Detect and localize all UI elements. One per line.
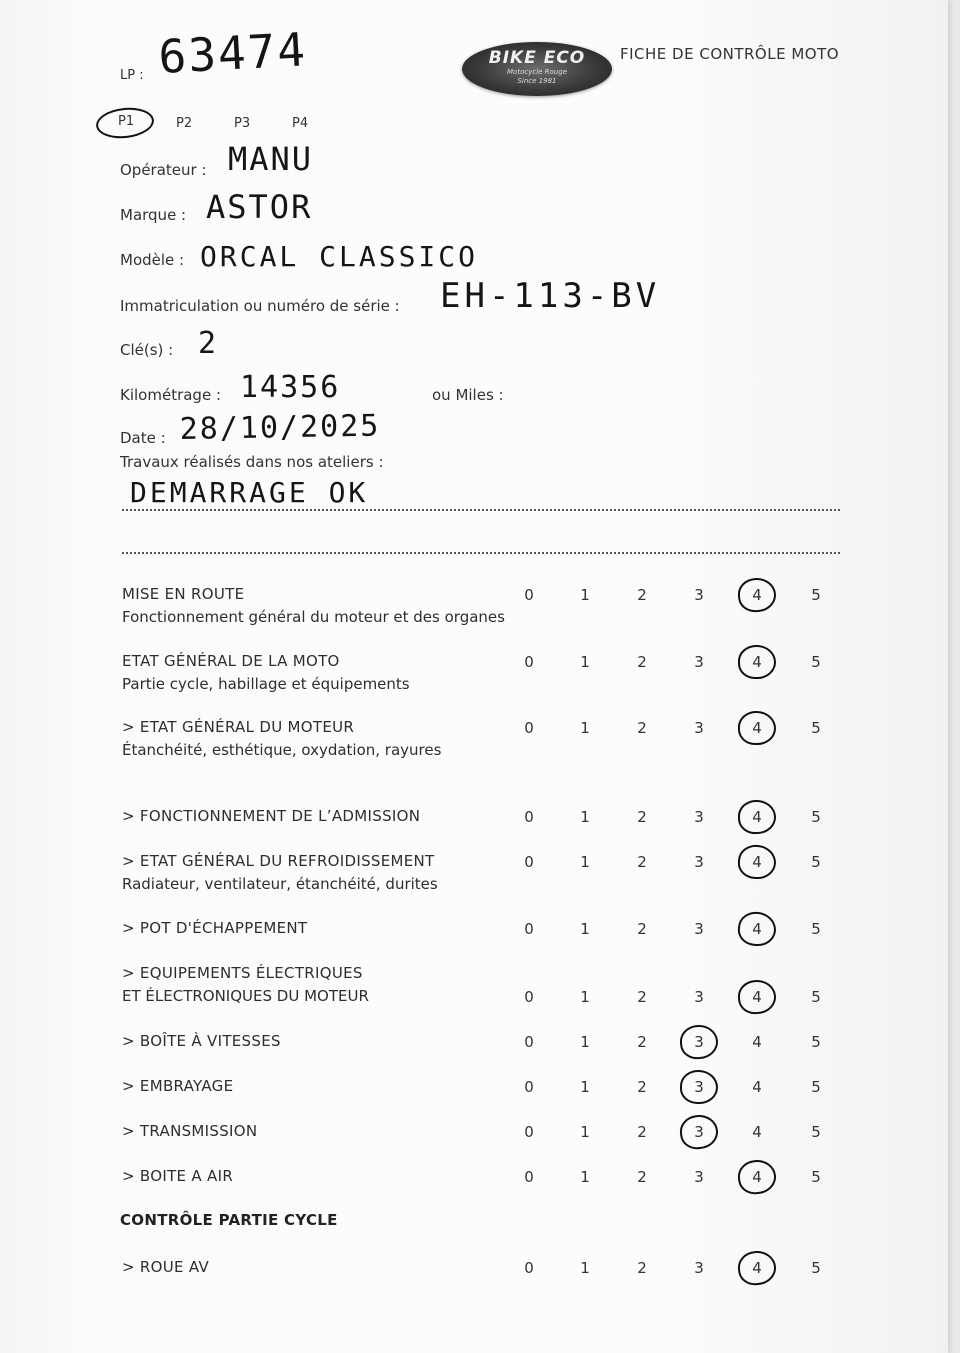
score-circle-mise-en-route — [737, 577, 777, 613]
item-title-transmission: > TRANSMISSION — [122, 1122, 258, 1140]
item-desc-equipements-electriques: ET ÉLECTRONIQUES DU MOTEUR — [122, 987, 369, 1005]
score-equipements-electriques-1[interactable]: 1 — [580, 988, 590, 1006]
score-transmission-4[interactable]: 4 — [752, 1123, 762, 1141]
score-embrayage-3[interactable]: 3 — [694, 1078, 704, 1096]
score-boite-a-air-3[interactable]: 3 — [694, 1168, 704, 1186]
score-transmission-5[interactable]: 5 — [811, 1123, 821, 1141]
item-title-roue-av: > ROUE AV — [122, 1258, 210, 1276]
score-refroidissement-3[interactable]: 3 — [694, 853, 704, 871]
model-value[interactable]: ORCAL CLASSICO — [200, 240, 479, 273]
score-mise-en-route-4[interactable]: 4 — [752, 586, 762, 604]
score-etat-general-moteur-3[interactable]: 3 — [694, 719, 704, 737]
works-value[interactable]: DEMARRAGE OK — [130, 476, 369, 509]
item-title-pot-echappement: > POT D'ÉCHAPPEMENT — [122, 919, 308, 937]
item-desc-etat-general-moto: Partie cycle, habillage et équipements — [122, 675, 410, 693]
miles-label: ou Miles : — [432, 386, 504, 404]
score-etat-general-moto-0[interactable]: 0 — [524, 653, 534, 671]
score-circle-equipements-electriques — [737, 979, 777, 1016]
score-pot-echappement-4[interactable]: 4 — [752, 920, 762, 938]
score-mise-en-route-5[interactable]: 5 — [811, 586, 821, 604]
score-etat-general-moto-4[interactable]: 4 — [752, 653, 762, 671]
mileage-label: Kilométrage : — [120, 386, 222, 404]
score-transmission-3[interactable]: 3 — [694, 1123, 704, 1141]
score-embrayage-0[interactable]: 0 — [524, 1078, 534, 1096]
score-mise-en-route-3[interactable]: 3 — [694, 586, 704, 604]
operator-label: Opérateur : — [120, 161, 207, 179]
section-title-partie-cycle: CONTRÔLE PARTIE CYCLE — [120, 1211, 338, 1229]
score-embrayage-1[interactable]: 1 — [580, 1078, 590, 1096]
score-circle-etat-general-moto — [738, 645, 777, 680]
score-circle-etat-general-moteur — [738, 711, 776, 745]
score-mise-en-route-0[interactable]: 0 — [524, 586, 534, 604]
item-title-embrayage: > EMBRAYAGE — [122, 1077, 234, 1095]
score-circle-boite-vitesses — [679, 1023, 720, 1060]
item-title-mise-en-route: MISE EN ROUTE — [122, 585, 245, 603]
score-mise-en-route-1[interactable]: 1 — [580, 586, 590, 604]
score-boite-a-air-5[interactable]: 5 — [811, 1168, 821, 1186]
item-title-etat-general-moto: ETAT GÉNÉRAL DE LA MOTO — [122, 652, 340, 670]
score-etat-general-moto-3[interactable]: 3 — [694, 653, 704, 671]
score-roue-av-0[interactable]: 0 — [524, 1259, 534, 1277]
score-circle-boite-a-air — [736, 1158, 777, 1196]
score-circle-admission — [737, 799, 776, 834]
score-circle-refroidissement — [737, 844, 777, 881]
item-title-refroidissement: > ETAT GÉNÉRAL DU REFROIDISSEMENT — [122, 852, 435, 870]
item-title-boite-a-air: > BOITE A AIR — [122, 1167, 234, 1185]
score-pot-echappement-5[interactable]: 5 — [811, 920, 821, 938]
date-label: Date : — [120, 429, 166, 447]
score-equipements-electriques-5[interactable]: 5 — [811, 988, 821, 1006]
keys-label: Clé(s) : — [120, 341, 174, 359]
score-equipements-electriques-3[interactable]: 3 — [694, 988, 704, 1006]
score-boite-vitesses-3[interactable]: 3 — [694, 1033, 704, 1051]
registration-label: Immatriculation ou numéro de série : — [120, 297, 400, 315]
score-equipements-electriques-2[interactable]: 2 — [637, 988, 647, 1006]
score-etat-general-moteur-2[interactable]: 2 — [637, 719, 647, 737]
item-desc-refroidissement: Radiateur, ventilateur, étanchéité, durites — [122, 875, 438, 893]
score-refroidissement-1[interactable]: 1 — [580, 853, 590, 871]
score-circle-pot-echappement — [736, 910, 777, 948]
score-roue-av-2[interactable]: 2 — [637, 1259, 647, 1277]
date-value[interactable]: 28/10/2025 — [179, 408, 381, 447]
score-admission-2[interactable]: 2 — [637, 808, 647, 826]
score-etat-general-moteur-5[interactable]: 5 — [811, 719, 821, 737]
score-refroidissement-5[interactable]: 5 — [811, 853, 821, 871]
score-admission-5[interactable]: 5 — [811, 808, 821, 826]
score-circle-roue-av — [736, 1249, 777, 1287]
item-title-admission: > FONCTIONNEMENT DE L’ADMISSION — [122, 807, 421, 825]
score-embrayage-2[interactable]: 2 — [637, 1078, 647, 1096]
logo-tagline: Motocycle Rouge — [507, 68, 567, 76]
model-label: Modèle : — [120, 251, 185, 269]
logo-since: Since 1981 — [517, 77, 557, 85]
score-equipements-electriques-0[interactable]: 0 — [524, 988, 534, 1006]
score-pot-echappement-1[interactable]: 1 — [580, 920, 590, 938]
score-etat-general-moto-1[interactable]: 1 — [580, 653, 590, 671]
item-title-etat-general-moteur: > ETAT GÉNÉRAL DU MOTEUR — [122, 718, 355, 736]
score-roue-av-5[interactable]: 5 — [811, 1259, 821, 1277]
works-line-2 — [122, 552, 840, 554]
score-transmission-2[interactable]: 2 — [637, 1123, 647, 1141]
position-p2[interactable]: P2 — [176, 116, 193, 131]
score-boite-vitesses-4[interactable]: 4 — [752, 1033, 762, 1051]
score-circle-transmission — [678, 1113, 719, 1151]
logo-text: BIKE ECO — [488, 48, 586, 68]
position-p3[interactable]: P3 — [234, 116, 251, 131]
score-etat-general-moto-2[interactable]: 2 — [637, 653, 647, 671]
score-boite-vitesses-2[interactable]: 2 — [637, 1033, 647, 1051]
score-refroidissement-0[interactable]: 0 — [524, 853, 534, 871]
bike-eco-logo — [462, 42, 612, 96]
score-admission-3[interactable]: 3 — [694, 808, 704, 826]
score-roue-av-4[interactable]: 4 — [752, 1259, 762, 1277]
score-transmission-0[interactable]: 0 — [524, 1123, 534, 1141]
score-refroidissement-2[interactable]: 2 — [637, 853, 647, 871]
score-pot-echappement-2[interactable]: 2 — [637, 920, 647, 938]
keys-value[interactable]: 2 — [198, 326, 219, 361]
score-etat-general-moto-5[interactable]: 5 — [811, 653, 821, 671]
item-title-boite-vitesses: > BOÎTE À VITESSES — [122, 1032, 281, 1050]
score-embrayage-5[interactable]: 5 — [811, 1078, 821, 1096]
score-boite-a-air-1[interactable]: 1 — [580, 1168, 590, 1186]
mileage-value[interactable]: 14356 — [240, 370, 341, 405]
works-line-1 — [122, 509, 840, 511]
registration-value[interactable]: EH-113-BV — [440, 276, 661, 316]
score-transmission-1[interactable]: 1 — [580, 1123, 590, 1141]
score-boite-vitesses-0[interactable]: 0 — [524, 1033, 534, 1051]
score-etat-general-moteur-0[interactable]: 0 — [524, 719, 534, 737]
score-pot-echappement-0[interactable]: 0 — [524, 920, 534, 938]
score-admission-0[interactable]: 0 — [524, 808, 534, 826]
score-etat-general-moteur-1[interactable]: 1 — [580, 719, 590, 737]
score-equipements-electriques-4[interactable]: 4 — [752, 988, 762, 1006]
score-etat-general-moteur-4[interactable]: 4 — [752, 719, 762, 737]
brand-label: Marque : — [120, 206, 187, 224]
score-roue-av-3[interactable]: 3 — [694, 1259, 704, 1277]
position-p1[interactable]: P1 — [118, 114, 135, 129]
score-boite-a-air-4[interactable]: 4 — [752, 1168, 762, 1186]
score-boite-a-air-0[interactable]: 0 — [524, 1168, 534, 1186]
score-boite-a-air-2[interactable]: 2 — [637, 1168, 647, 1186]
score-pot-echappement-3[interactable]: 3 — [694, 920, 704, 938]
position-p4[interactable]: P4 — [292, 116, 309, 131]
operator-value[interactable]: MANU — [228, 140, 314, 178]
score-embrayage-4[interactable]: 4 — [752, 1078, 762, 1096]
item-desc-etat-general-moteur: Étanchéité, esthétique, oxydation, rayures — [122, 741, 442, 759]
score-admission-1[interactable]: 1 — [580, 808, 590, 826]
score-roue-av-1[interactable]: 1 — [580, 1259, 590, 1277]
lp-label: LP : — [120, 68, 144, 83]
item-desc-mise-en-route: Fonctionnement général du moteur et des organes — [122, 608, 505, 626]
sheet-title: FICHE DE CONTRÔLE MOTO — [620, 45, 840, 63]
score-boite-vitesses-5[interactable]: 5 — [811, 1033, 821, 1051]
lp-value[interactable]: 63474 — [157, 22, 309, 84]
score-admission-4[interactable]: 4 — [752, 808, 762, 826]
score-mise-en-route-2[interactable]: 2 — [637, 586, 647, 604]
score-circle-embrayage — [680, 1070, 719, 1105]
item-title-equipements-electriques: > EQUIPEMENTS ÉLECTRIQUES — [122, 964, 363, 982]
score-boite-vitesses-1[interactable]: 1 — [580, 1033, 590, 1051]
works-label: Travaux réalisés dans nos ateliers : — [120, 453, 384, 471]
score-refroidissement-4[interactable]: 4 — [752, 853, 762, 871]
brand-value[interactable]: ASTOR — [206, 188, 313, 226]
